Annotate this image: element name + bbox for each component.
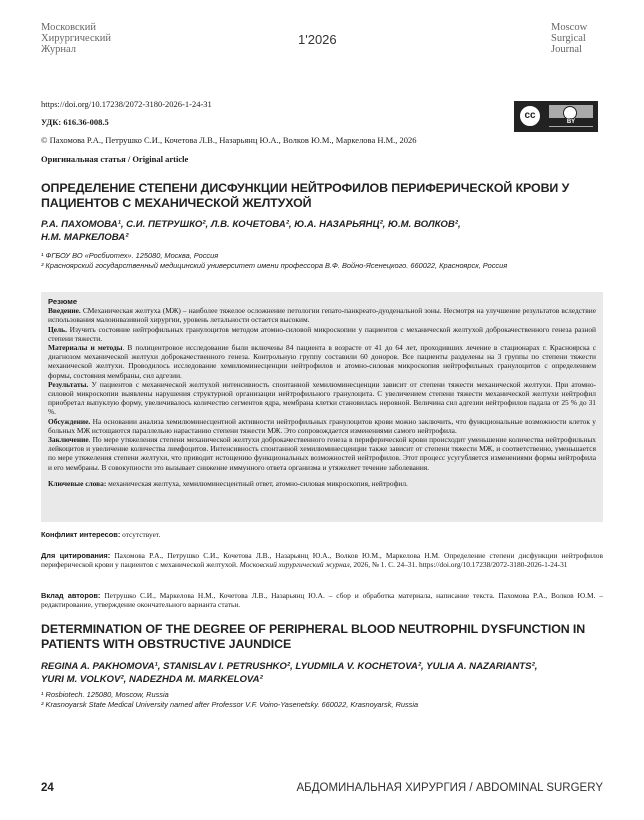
methods-text: . В полицентровое исследование были включены 84 пациента в возрасте от 41 до 64 лет, проходивших лечение в стационарах г. Красноярска с диагнозом механической желтухи доброкачественного генеза. Контрольную группу составили 60 доноров. Все пациенты разделены на 3 группы по степени тяжести механической желтухи. Проводилось исследование хемилюминесценции нейтрофилов и атомно-силовая микроскопия нейтрофильных гранулоцитов с определением формы, состояния мембраны, сил адгезии. (48, 343, 596, 380)
methods-label: Материалы и методы (48, 343, 123, 353)
authors-en-line2: YURI M. VOLKOV², NADEZHDA M. MARKELOVA² (41, 674, 263, 685)
keywords-text: механическая желтуха, хемилюминесцентный ответ, атомно-силовая микроскопия, нейтрофил. (106, 478, 408, 488)
udk-label: УДК: (41, 117, 62, 127)
udk-value: 616.36-008.5 (63, 117, 109, 127)
affiliation-ru-1: ¹ ФГБОУ ВО «Росбиотех». 125080, Москва, Россия (41, 251, 219, 260)
abstract-discussion (48, 417, 596, 435)
keywords-label: Ключевые слова: (48, 478, 107, 488)
doi-link[interactable]: https://doi.org/10.17238/2072-3180-2026-1-24-31 (41, 99, 212, 109)
cc-icon: cc (519, 105, 541, 127)
abstract-keywords (48, 479, 596, 488)
citation-label: Для цитирования: (41, 551, 111, 560)
logo-en-line3: Journal (551, 44, 582, 55)
authors-en-line1: REGINA A. PAKHOMOVA¹, STANISLAV I. PETRUSHKO², LYUDMILA V. KOCHETOVA², YULIA A. NAZARIANTS², (41, 661, 538, 672)
udk (41, 117, 109, 128)
citation-block (41, 551, 603, 570)
article-type: Оригинальная статья / Original article (41, 154, 189, 164)
authors-en (41, 660, 611, 686)
cc-by-license-badge[interactable] (514, 101, 598, 132)
logo-ru-line3: Журнал (41, 44, 77, 55)
conflict-of-interest (41, 530, 603, 539)
logo-ru-line1: Московский (41, 22, 96, 33)
page-number: 24 (41, 782, 54, 794)
intro-text: СМеханическая желтуха (МЖ) – наиболее тяжелое осложнение петологии гепато-панкреато-дуоденальной зоны. Несмотря на улучшение результатов вследствие использования малоинвазивной хирургии, уровень летальности остается высоким. (48, 306, 596, 325)
affiliations-en (41, 690, 601, 709)
affiliation-ru-2: ² Красноярский государственный медицинский университет имени профессора В.Ф. Войно-Ясенецкого. 660022, Красноярск, Россия (41, 260, 508, 270)
citation-text: Пахомова Р.А., Петрушко С.И., Кочетова Л.В., Назарьянц Ю.А., Волков Ю.М., Маркелова Н.М. Определение степени дисфункции нейтрофилов периферической крови у пациентов с механической желтухой. (41, 551, 603, 570)
citation-tail: 2026, № 1. С. 24–31. https://doi.org/10.17238/2072-3180-2026-1-24-31 (351, 560, 568, 570)
aim-label: Цель. (48, 324, 67, 334)
logo-en-line1: Moscow (551, 22, 588, 33)
section-name: АБДОМИНАЛЬНАЯ ХИРУРГИЯ / ABDOMINAL SURGERY (296, 782, 603, 794)
copyright-line: © Пахомова Р.А., Петрушко С.И., Кочетова Л.В., Назарьянц Ю.А., Волков Ю.М., Маркелова Н.М., 2026 (41, 135, 417, 145)
author-contribution (41, 591, 603, 610)
authors-ru-line2: Н.М. МАРКЕЛОВА² (41, 232, 129, 243)
discussion-label: Обсуждение. (48, 416, 91, 426)
journal-logo-en (551, 22, 611, 55)
article-title-ru: ОПРЕДЕЛЕНИЕ СТЕПЕНИ ДИСФУНКЦИИ НЕЙТРОФИЛОВ ПЕРИФЕРИЧЕСКОЙ КРОВИ У ПАЦИЕНТОВ С МЕХАНИЧЕСКОЙ ЖЕЛТУХОЙ (41, 181, 570, 210)
aim-text: Изучить состояние нейтрофильных гранулоцитов методом атомно-силовой микроскопии у пациентов с механической желтухой доброкачественного генеза разной степени тяжести. (48, 324, 596, 343)
discussion-text: На основании анализа хемилюминесцентной активности нейтрофильных гранулоцитов крови можно заключить, что функциональные возможности клеток у больных МЖ истощаются параллельно нарастанию степени тяжести МЖ. Это сопровождается изменениями самого нейтрофила. (48, 416, 596, 435)
affiliation-en-2: ² Krasnoyarsk State Medical University named after Professor V.F. Voino-Yasenetsky. 660022, Krasnoyarsk, Russia (41, 699, 419, 709)
journal-logo-ru (41, 22, 151, 55)
abstract-heading: Резюме (48, 297, 78, 306)
affiliations-ru (41, 251, 601, 270)
article-title-en: DETERMINATION OF THE DEGREE OF PERIPHERAL BLOOD NEUTROPHIL DYSFUNCTION IN PATIENTS WITH OBSTRUCTIVE JAUNDICE (41, 622, 586, 651)
abstract-introduction (48, 306, 596, 324)
logo-ru-line2: Хирургический (41, 33, 111, 44)
logo-en-line2: Surgical (551, 33, 586, 44)
conclusion-label: Заключение (48, 435, 89, 445)
issue-number: 1'2026 (298, 32, 337, 47)
results-text: У пациентов с механической желтухой интенсивность спонтанной хемилюминесценции зависит от степени тяжести механической желтухи. При атомно-силовой микроскопии выявлены нарушения структурной организации нейтрофильного гранулоцита. С увеличением степени тяжести механической желтухи нейтрофил приобретал выпуклую форму, увеличивалось количество сегментов ядра, мембрана клетки становилась неровной. Величина сил адгезии нейтрофилов падала от 25 % до 31 %. (48, 379, 596, 417)
citation-journal: Московский хирургический журнал, (239, 560, 352, 570)
license-panel (549, 105, 593, 127)
abstract-methods (48, 343, 596, 380)
abstract-box (41, 292, 603, 522)
abstract-conclusion (48, 435, 596, 472)
authors-ru (41, 218, 611, 244)
abstract-results (48, 380, 596, 417)
license-by-label: BY (549, 118, 593, 126)
affiliation-en-1: ¹ Rosbiotech. 125080, Moscow, Russia (41, 690, 169, 699)
contribution-text: Петрушко С.И., Маркелова Н.М., Кочетова Л.В., Назарьянц Ю.А. – сбор и обработка материала, написание текста. Пахомова Р.А., Волков Ю.М. – редактирование, утверждение окончательного варианта статьи. (41, 591, 603, 610)
abstract-aim (48, 325, 596, 343)
intro-label: Введение. (48, 306, 81, 316)
results-label: Результаты. (48, 379, 89, 389)
authors-ru-line1: Р.А. ПАХОМОВА¹, С.И. ПЕТРУШКО², Л.В. КОЧЕТОВА², Ю.А. НАЗАРЬЯНЦ², Ю.М. ВОЛКОВ², (41, 219, 461, 230)
conflict-label: Конфликт интересов: (41, 530, 121, 539)
conflict-text: отсутствует. (120, 530, 161, 539)
conclusion-text: . По мере утяжеления степени механической желтухи доброкачественного генеза в периферической крови происходит уменьшение количества нейтрофильных лейкоцитов и увеличение количества лимфоцитов. Интенсивность спонтанной хемилюминесценции также зависит от степени тяжести МЖ, и соответственно, уменьшается по мере утяжеления степени желтухи, что приводит истощению функциональных возможностей нейтрофилов. Этот процесс усугубляется изменениями формы нейтрофила и его мембраны. В совокупности это вызывает снижение иммунного ответа организма и утяжеляет течение заболевания. (48, 435, 596, 472)
contribution-label: Вклад авторов: (41, 591, 101, 600)
